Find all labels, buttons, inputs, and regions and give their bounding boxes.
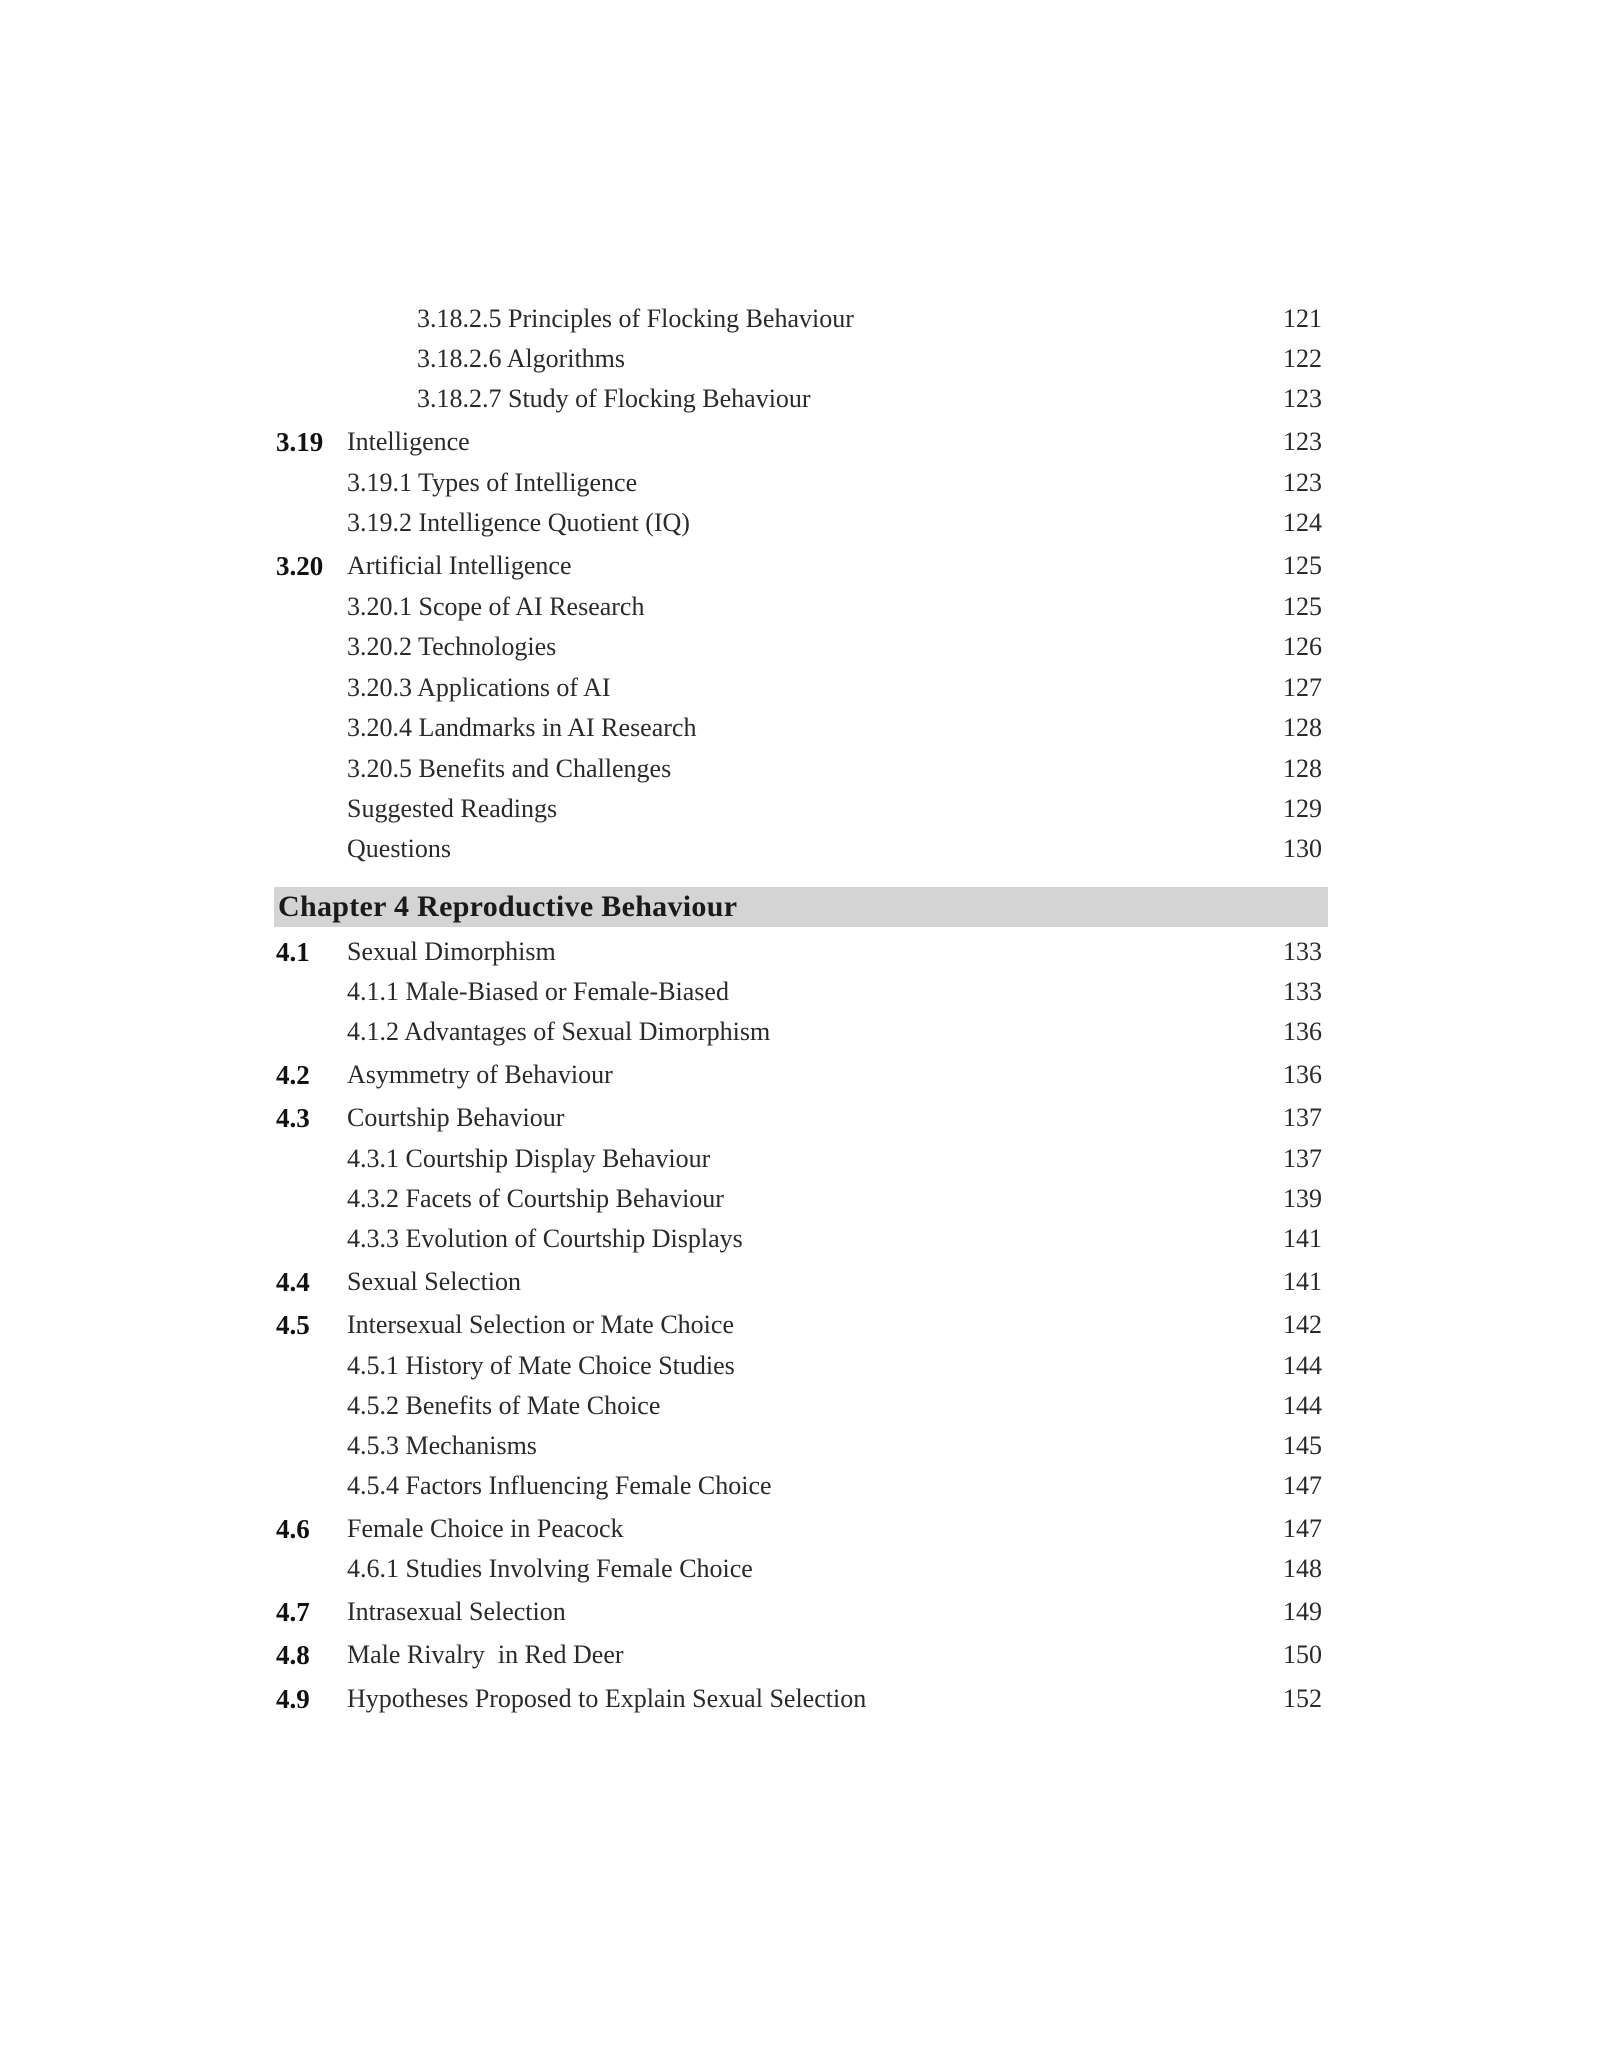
toc-entry (274, 830, 1330, 868)
page-number: 144 (1283, 1391, 1322, 1420)
entry-title: 3.18.2.6 Algorithms (417, 344, 626, 373)
toc-entry (274, 1140, 1330, 1178)
page-number: 125 (1283, 592, 1322, 621)
toc-entry (274, 628, 1330, 666)
entry-title: Artificial Intelligence (347, 551, 572, 580)
page-number: 141 (1283, 1224, 1322, 1253)
entry-title: 3.19.2 Intelligence Quotient (IQ) (347, 508, 690, 537)
toc-entry (274, 933, 1330, 971)
entry-title: 4.1.2 Advantages of Sexual Dimorphism (347, 1017, 771, 1046)
entry-title: Questions (347, 834, 451, 863)
toc-entry (274, 1013, 1330, 1051)
page-number: 128 (1283, 713, 1322, 742)
entry-title: 3.19.1 Types of Intelligence (347, 468, 638, 497)
page-number: 122 (1283, 344, 1322, 373)
section-number: 3.19 (276, 427, 324, 457)
section-number: 4.9 (276, 1684, 310, 1714)
page-number: 123 (1283, 468, 1322, 497)
toc-entry (274, 1387, 1330, 1425)
entry-title: Hypotheses Proposed to Explain Sexual Selection (347, 1684, 867, 1713)
entry-title: Courtship Behaviour (347, 1103, 565, 1132)
page-number: 123 (1283, 427, 1322, 456)
toc-entry (274, 1593, 1330, 1631)
toc-entry (274, 588, 1330, 626)
toc-entry (274, 1467, 1330, 1505)
section-number: 4.6 (276, 1514, 310, 1544)
entry-title: Male Rivalry in Red Deer (347, 1640, 624, 1669)
toc-entry (274, 464, 1330, 502)
section-number: 4.8 (276, 1640, 310, 1670)
page-number: 123 (1283, 384, 1322, 413)
entry-title: Intrasexual Selection (347, 1597, 566, 1626)
toc-entry (274, 1180, 1330, 1218)
toc-entry (274, 1056, 1330, 1094)
page-number: 133 (1283, 937, 1322, 966)
toc-entry (274, 1680, 1330, 1718)
toc-entry (274, 1427, 1330, 1465)
page-number: 152 (1283, 1684, 1322, 1713)
entry-title: 4.1.1 Male-Biased or Female-Biased (347, 977, 729, 1006)
page-number: 147 (1283, 1471, 1322, 1500)
page-number: 145 (1283, 1431, 1322, 1460)
entry-title: 4.5.2 Benefits of Mate Choice (347, 1391, 661, 1420)
entry-title: Intelligence (347, 427, 470, 456)
toc-entry (274, 423, 1330, 461)
page-number: 127 (1283, 673, 1322, 702)
entry-title: Sexual Selection (347, 1267, 522, 1296)
page-number: 128 (1283, 754, 1322, 783)
toc-entry (274, 669, 1330, 707)
page-number: 149 (1283, 1597, 1322, 1626)
page-number: 142 (1283, 1310, 1322, 1339)
toc-entry (274, 380, 1330, 418)
page-number: 125 (1283, 551, 1322, 580)
page-number: 121 (1283, 304, 1322, 333)
page-number: 129 (1283, 794, 1322, 823)
chapter-title: Chapter 4 Reproductive Behaviour (278, 890, 738, 923)
entry-title: 3.18.2.7 Study of Flocking Behaviour (417, 384, 811, 413)
page-number: 133 (1283, 977, 1322, 1006)
page-number: 147 (1283, 1514, 1322, 1543)
page-number: 139 (1283, 1184, 1322, 1213)
toc-entry (274, 750, 1330, 788)
entry-title: Female Choice in Peacock (347, 1514, 624, 1543)
page-number: 150 (1283, 1640, 1322, 1669)
toc-entry (274, 1220, 1330, 1258)
entry-title: Asymmetry of Behaviour (347, 1060, 613, 1089)
page-number: 144 (1283, 1351, 1322, 1380)
section-number: 4.3 (276, 1103, 310, 1133)
toc-entry (274, 1263, 1330, 1301)
entry-title: 4.3.1 Courtship Display Behaviour (347, 1144, 711, 1173)
toc-entry (274, 709, 1330, 747)
toc-entry (274, 547, 1330, 585)
section-number: 4.4 (276, 1267, 310, 1297)
page-number: 141 (1283, 1267, 1322, 1296)
entry-title: Suggested Readings (347, 794, 558, 823)
entry-title: Sexual Dimorphism (347, 937, 556, 966)
entry-title: 4.5.1 History of Mate Choice Studies (347, 1351, 735, 1380)
page-number: 124 (1283, 508, 1322, 537)
entry-title: 4.3.2 Facets of Courtship Behaviour (347, 1184, 724, 1213)
page-number: 148 (1283, 1554, 1322, 1583)
toc-entry (274, 790, 1330, 828)
toc-entry (274, 1636, 1330, 1674)
page-number: 137 (1283, 1103, 1322, 1132)
section-number: 4.7 (276, 1597, 310, 1627)
toc-entry (274, 1347, 1330, 1385)
section-number: 4.1 (276, 937, 310, 967)
entry-title: Intersexual Selection or Mate Choice (347, 1310, 734, 1339)
entry-title: 3.20.2 Technologies (347, 632, 557, 661)
entry-title: 3.18.2.5 Principles of Flocking Behaviour (417, 304, 854, 333)
entry-title: 3.20.5 Benefits and Challenges (347, 754, 672, 783)
entry-title: 3.20.4 Landmarks in AI Research (347, 713, 697, 742)
entry-title: 3.20.3 Applications of AI (347, 673, 611, 702)
page-number: 126 (1283, 632, 1322, 661)
page-number: 137 (1283, 1144, 1322, 1173)
section-number: 3.20 (276, 551, 324, 581)
entry-title: 4.5.4 Factors Influencing Female Choice (347, 1471, 772, 1500)
section-number: 4.2 (276, 1060, 310, 1090)
entry-title: 4.6.1 Studies Involving Female Choice (347, 1554, 753, 1583)
entry-title: 4.5.3 Mechanisms (347, 1431, 537, 1460)
toc-entry (274, 504, 1330, 542)
entry-title: 3.20.1 Scope of AI Research (347, 592, 645, 621)
toc-entry (274, 300, 1330, 338)
toc-entry (274, 1510, 1330, 1548)
page-number: 136 (1283, 1017, 1322, 1046)
toc-entry (274, 1306, 1330, 1344)
toc-entry (274, 340, 1330, 378)
page-number: 136 (1283, 1060, 1322, 1089)
entry-title: 4.3.3 Evolution of Courtship Displays (347, 1224, 743, 1253)
toc-entry (274, 1550, 1330, 1588)
toc-entry (274, 973, 1330, 1011)
toc-entry (274, 1099, 1330, 1137)
section-number: 4.5 (276, 1310, 310, 1340)
page-number: 130 (1283, 834, 1322, 863)
chapter-heading-bar (274, 887, 1328, 927)
